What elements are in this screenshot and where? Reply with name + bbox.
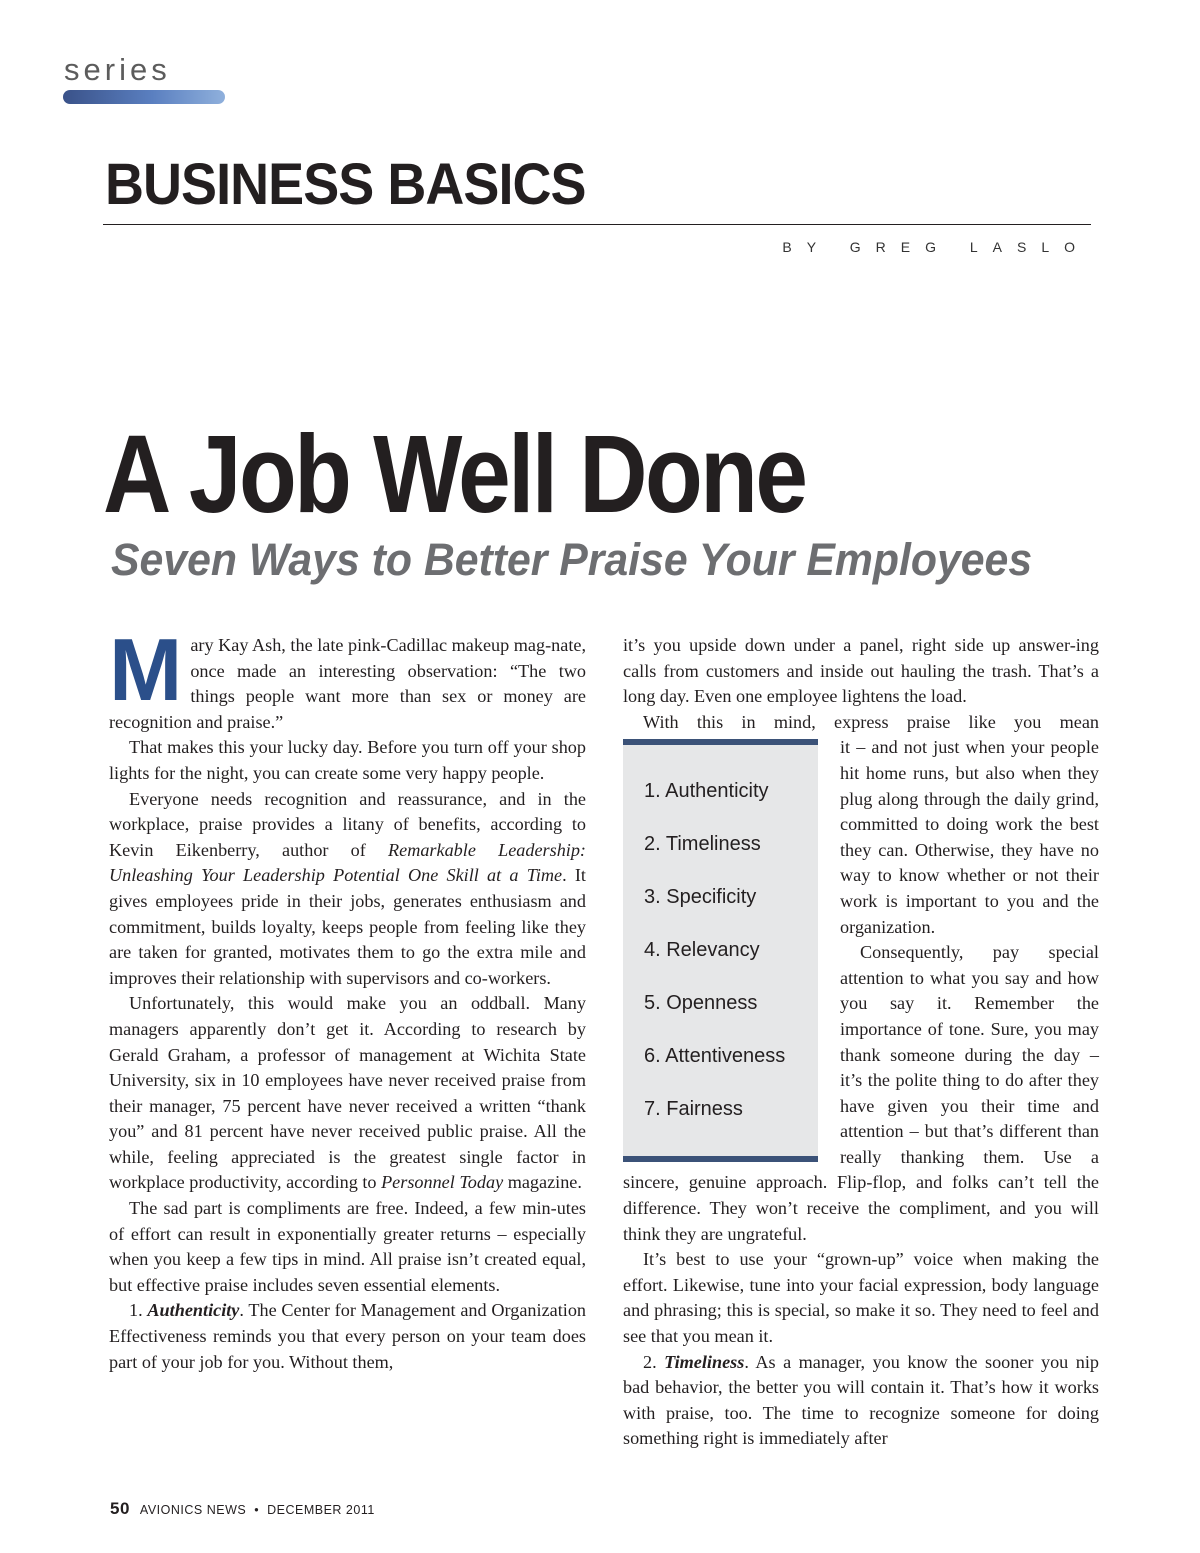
paragraph: The sad part is compliments are free. Indeed, a few min-utes of effort can result in exponentially greater returns – especially when you keep a few tips in mind. All praise isn’t created equal, but effective praise includes seven essential elements.: [109, 1198, 586, 1295]
paragraph-text: . As a manager, you know the sooner you nip bad behavior, the better you will contain it. That’s how it works with praise, too. The time to recognize someone for doing something right is immediately after: [623, 1351, 1100, 1449]
sidebar-item: 4. Relevancy: [644, 939, 760, 962]
paragraph-text: . It gives employees pride in their jobs, generates enthusiasm and commitment, builds loyalty, keeps people from feeling like they are taken for granted, motivates them to go the extra mile and improves their relationship with supervisors and co-workers.: [109, 865, 586, 988]
paragraph-text: . The Center for Management and Organization Effectiveness reminds you that every person on your team does part of your job for you. Without them,: [109, 1300, 587, 1372]
paragraph-text: magazine.: [503, 1172, 582, 1193]
magazine-title: Personnel Today: [381, 1172, 504, 1193]
drop-cap: M: [109, 620, 183, 719]
page-footer: [110, 1500, 375, 1517]
paragraph: [623, 1350, 1099, 1452]
paragraph: [109, 1298, 586, 1375]
element-term: Timeliness: [664, 1351, 745, 1372]
issue-date: DECEMBER 2011: [267, 1503, 375, 1517]
sidebar-item: 7. Fairness: [644, 1098, 743, 1121]
paragraph-lead: With this in mind, express praise like you mean: [643, 711, 1099, 732]
series-label: series: [64, 52, 171, 87]
header-rule: [103, 224, 1091, 225]
paragraph-text: Unfortunately, this would make you an oddball. Many managers apparently don’t get it. According to research by Gerald Graham, a professor of management at Wichita State University, six in 10 employees have never received praise from their manager, 75 percent have never received a written “thank you” and 81 percent have never received public praise. All the while, feeling appreciated is the greatest single factor in workplace productivity, according to: [109, 993, 586, 1193]
series-accent-bar: [63, 90, 225, 104]
paragraph: [109, 620, 586, 735]
paragraph: Consequently, pay special attention to what you say and how you say it. Remember the importance of tone. Sure, you may thank someone during the day – it’s the polite thing to do after they have given you their time and attention – but that’s different than really thanking them. Use a sincere, genuine approach. Flip-flop, and folks can’t tell the difference. They won’t receive the compliment, and you will think they are ungrateful.: [623, 942, 1099, 1244]
paragraph-text: ary Kay Ash, the late pink-Cadillac makeup mag-nate, once made an interesting observation: “The two things people want more than sex or money are recognition and praise.”: [109, 635, 586, 732]
sidebar-item: 5. Openness: [644, 992, 758, 1015]
article-subheadline: Seven Ways to Better Praise Your Employees: [111, 534, 1033, 585]
article-headline: A Job Well Done: [103, 413, 806, 536]
paragraph: it’s you upside down under a panel, right side up answer-ing calls from customers and inside out hauling the trash. That’s a long day. Even one employee lightens the load.: [623, 635, 1099, 707]
element-term: Authenticity: [147, 1300, 240, 1321]
byline: BY GREG LASLO: [782, 239, 1090, 255]
sidebar-list: [623, 739, 818, 1162]
right-column: [623, 633, 1099, 1452]
list-number: 1.: [129, 1300, 148, 1321]
sidebar-item: 6. Attentiveness: [644, 1045, 786, 1068]
paragraph: It’s best to use your “grown-up” voice when making the effort. Likewise, tune into your facial expression, body language and phrasing; this is special, so make it so. They need to feel and see that you mean it.: [623, 1249, 1099, 1347]
sidebar-item: 1. Authenticity: [644, 780, 769, 803]
section-title: BUSINESS BASICS: [105, 152, 586, 217]
paragraph: it – and not just when your people hit home runs, but also when they plug along through the daily grind, committed to doing work the best they can. Otherwise, they have no way to know whether or not their work is important to you and the organization.: [840, 737, 1099, 937]
list-number: 2.: [643, 1351, 665, 1372]
sidebar-item: 2. Timeliness: [644, 833, 761, 856]
page-number: 50: [110, 1499, 130, 1518]
sidebar-item: 3. Specificity: [644, 886, 757, 909]
footer-separator: •: [254, 1503, 260, 1517]
paragraph: [109, 991, 586, 1196]
paragraph: [109, 787, 586, 992]
paragraph-text: Everyone needs recognition and reassurance, and in the workplace, praise provides a litany of benefits, according to Kevin Eikenberry, author of: [109, 788, 586, 860]
left-column: [109, 620, 587, 1375]
paragraph: That makes this your lucky day. Before you turn off your shop lights for the night, you can create some very happy people.: [109, 737, 586, 783]
publication-name: AVIONICS NEWS: [139, 1503, 247, 1517]
book-title: Remarkable Leadership: Unleashing Your Leadership Potential One Skill at a Time: [109, 839, 586, 886]
